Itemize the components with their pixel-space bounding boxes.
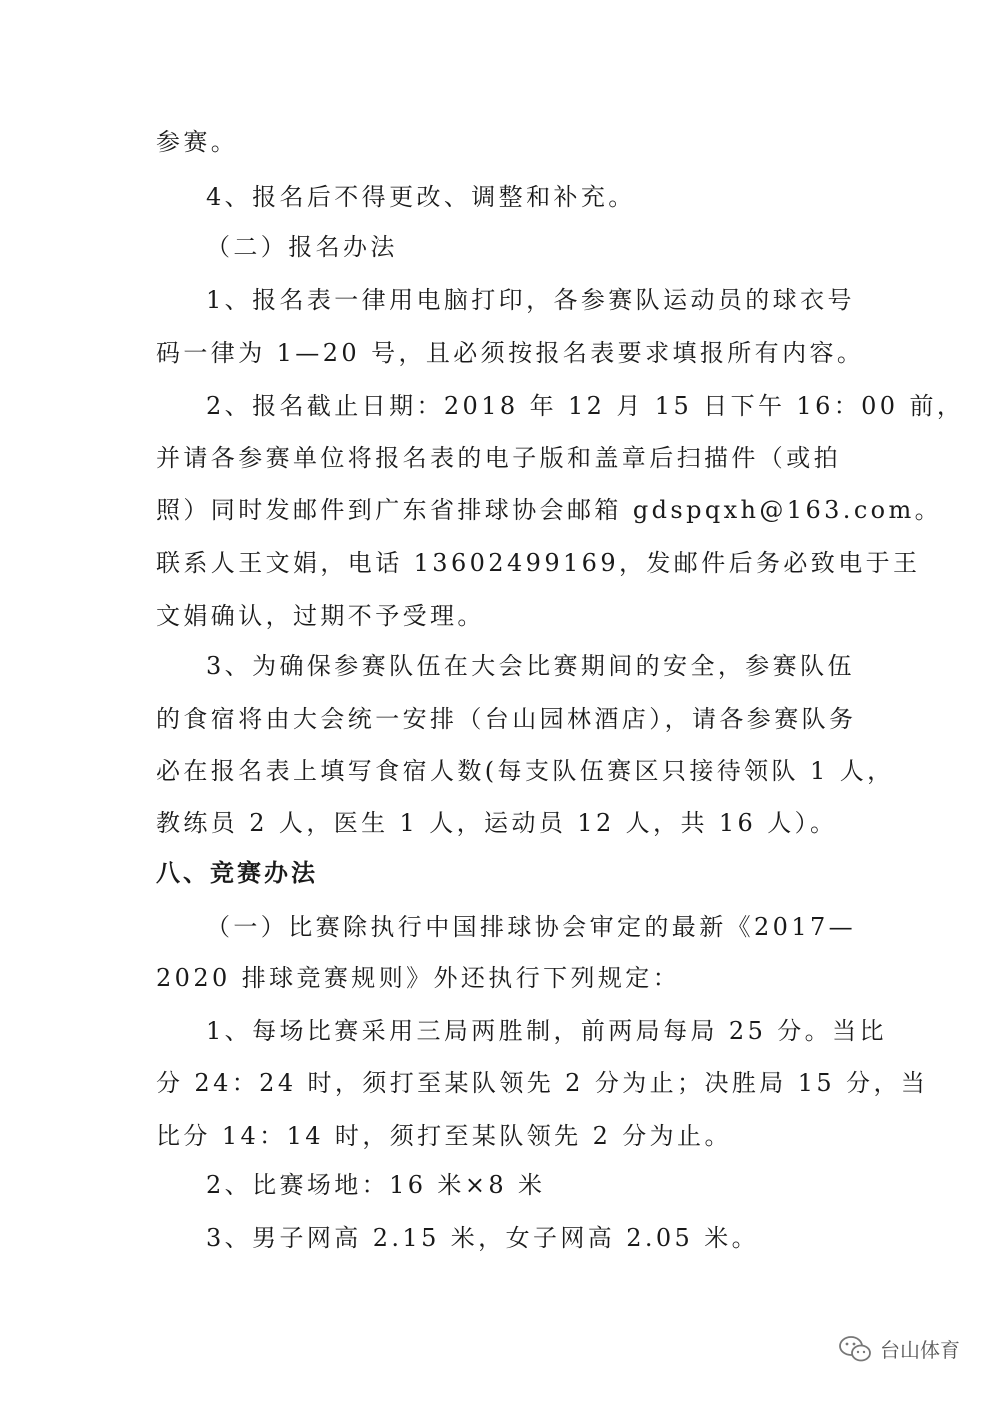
text-line-4: 1、报名表一律用电脑打印，各参赛队运动员的球衣号 [206,286,855,314]
watermark [838,1334,960,1363]
text-line-8: 照）同时发邮件到广东省排球协会邮箱 gdspqxh@163.com。 [156,496,943,524]
text-line-7: 并请各参赛单位将报名表的电子版和盖章后扫描件（或拍 [156,444,841,472]
text-line-16: （一）比赛除执行中国排球协会审定的最新《2017— [206,913,857,941]
text-line-12: 的食宿将由大会统一安排（台山园林酒店），请各参赛队务 [156,705,857,733]
text-line-5: 码一律为 1—20 号，且必须按报名表要求填报所有内容。 [156,339,865,367]
text-line-18: 1、每场比赛采用三局两胜制，前两局每局 25 分。当比 [206,1017,887,1045]
text-line-19: 分 24：24 时，须打至某队领先 2 分为止；决胜局 15 分，当 [156,1069,929,1097]
text-line-6: 2、报名截止日期：2018 年 12 月 15 日下午 16：00 前， [206,392,965,420]
wechat-icon [838,1335,872,1363]
text-line-22: 3、男子网高 2.15 米，女子网高 2.05 米。 [206,1224,760,1252]
text-line-13: 必在报名表上填写食宿人数(每支队伍赛区只接待领队 1 人， [156,757,895,785]
watermark-text: 台山体育 [880,1338,960,1362]
text-line-20: 比分 14：14 时，须打至某队领先 2 分为止。 [156,1122,732,1150]
text-line-2: 4、报名后不得更改、调整和补充。 [206,183,636,211]
text-line-1: 参赛。 [156,128,239,156]
section-heading: 八、竞赛办法 [156,859,318,887]
text-line-10: 文娟确认，过期不予受理。 [156,602,485,630]
text-line-9: 联系人王文娟，电话 13602499169，发邮件后务必致电于王 [156,549,921,577]
text-line-17: 2020 排球竞赛规则》外还执行下列规定： [156,964,681,992]
section-subtitle: （二）报名办法 [206,233,398,261]
text-line-21: 2、比赛场地：16 米×8 米 [206,1171,546,1199]
text-line-11: 3、为确保参赛队伍在大会比赛期间的安全，参赛队伍 [206,652,855,680]
text-line-14: 教练员 2 人，医生 1 人，运动员 12 人，共 16 人）。 [156,809,838,837]
